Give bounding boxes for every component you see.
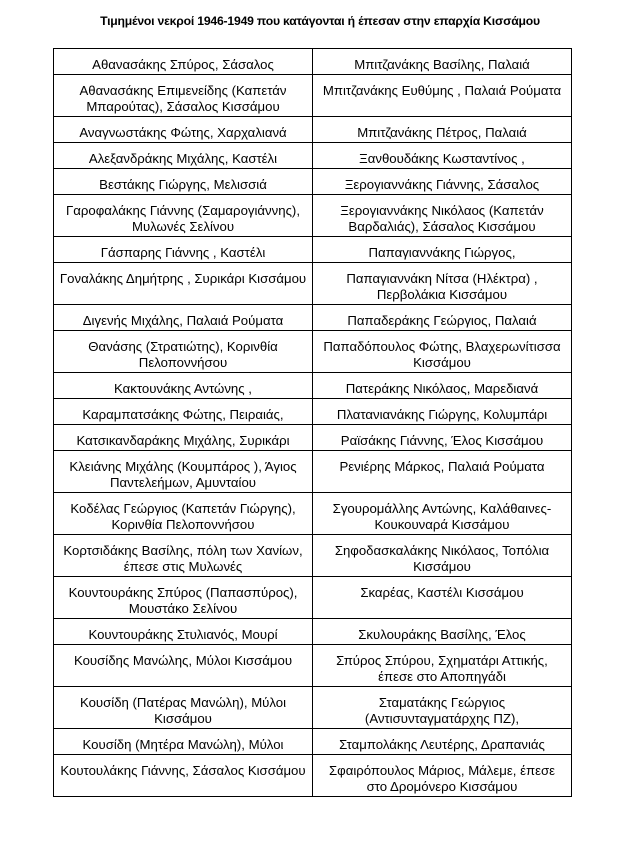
table-row xyxy=(54,729,572,755)
cell-name-left: Κουτουλάκης Γιάννης, Σάσαλος Κισσάμου xyxy=(54,755,313,797)
cell-name-left: Θανάσης (Στρατιώτης), Κορινθία Πελοποννήσου xyxy=(54,331,313,373)
cell-name-left: Καραμπατσάκης Φώτης, Πειραιάς, xyxy=(54,399,313,425)
cell-name-right: Παπαδόπουλος Φώτης, Βλαχερωνίτισσα Κισσάμου xyxy=(313,331,572,373)
cell-name-right: Παπαδεράκης Γεώργιος, Παλαιά xyxy=(313,305,572,331)
table-row xyxy=(54,425,572,451)
cell-name-right: Σταμπολάκης Λευτέρης, Δραπανιάς xyxy=(313,729,572,755)
cell-name-left: Γοναλάκης Δημήτρης , Συρικάρι Κισσάμου xyxy=(54,263,313,305)
cell-name-right: Σπύρος Σπύρου, Σχηματάρι Αττικής, έπεσε στο Αποπηγάδι xyxy=(313,645,572,687)
cell-name-right: Ρενιέρης Μάρκος, Παλαιά Ρούματα xyxy=(313,451,572,493)
cell-name-left: Αθανασάκης Επιμενείδης (Καπετάν Μπαρούτας), Σάσαλος Κισσάμου xyxy=(54,75,313,117)
page-title: Τιμημένοι νεκροί 1946-1949 που κατάγονται ή έπεσαν στην επαρχία Κισσάμου xyxy=(100,14,540,28)
cell-name-right: Παπαγιαννάκη Νίτσα (Ηλέκτρα) , Περβολάκια Κισσάμου xyxy=(313,263,572,305)
cell-name-left: Κοδέλας Γεώργιος (Καπετάν Γιώργης), Κορινθία Πελοποννήσου xyxy=(54,493,313,535)
cell-name-right: Σηφοδασκαλάκης Νικόλαος, Τοπόλια Κισσάμου xyxy=(313,535,572,577)
table-row xyxy=(54,373,572,399)
cell-name-right: Σκαρέας, Καστέλι Κισσάμου xyxy=(313,577,572,619)
cell-name-right: Ξερογιαννάκης Γιάννης, Σάσαλος xyxy=(313,169,572,195)
table-row xyxy=(54,49,572,75)
cell-name-left: Κορτσιδάκης Βασίλης, πόλη των Χανίων, έπεσε στις Μυλωνές xyxy=(54,535,313,577)
cell-name-left: Γαροφαλάκης Γιάννης (Σαμαρογιάννης), Μυλωνές Σελίνου xyxy=(54,195,313,237)
cell-name-right: Ξανθουδάκης Κωσταντίνος , xyxy=(313,143,572,169)
cell-name-right: Σφαιρόπουλος Μάριος, Μάλεμε, έπεσε στο Δρομόνερο Κισσάμου xyxy=(313,755,572,797)
cell-name-right: Παπαγιαννάκης Γιώργος, xyxy=(313,237,572,263)
cell-name-left: Διγενής Μιχάλης, Παλαιά Ρούματα xyxy=(54,305,313,331)
table-row xyxy=(54,305,572,331)
table-row xyxy=(54,195,572,237)
table-row xyxy=(54,237,572,263)
cell-name-left: Αθανασάκης Σπύρος, Σάσαλος xyxy=(54,49,313,75)
cell-name-right: Σγουρομάλλης Αντώνης, Καλάθαινες-Κουκουναρά Κισσάμου xyxy=(313,493,572,535)
cell-name-right: Μπιτζανάκης Πέτρος, Παλαιά xyxy=(313,117,572,143)
cell-name-left: Αναγνωστάκης Φώτης, Χαρχαλιανά xyxy=(54,117,313,143)
table-row xyxy=(54,687,572,729)
cell-name-left: Αλεξανδράκης Μιχάλης, Καστέλι xyxy=(54,143,313,169)
table-row xyxy=(54,755,572,797)
cell-name-left: Κουντουράκης Στυλιανός, Μουρί xyxy=(54,619,313,645)
cell-name-right: Ραϊσάκης Γιάννης, Έλος Κισσάμου xyxy=(313,425,572,451)
cell-name-right: Ξερογιαννάκης Νικόλαος (Καπετάν Βαρδαλιάς), Σάσαλος Κισσάμου xyxy=(313,195,572,237)
memorial-table xyxy=(53,48,572,797)
cell-name-left: Κουσίδης Μανώλης, Μύλοι Κισσάμου xyxy=(54,645,313,687)
table-row xyxy=(54,399,572,425)
table-row xyxy=(54,75,572,117)
table-row xyxy=(54,493,572,535)
table-row xyxy=(54,645,572,687)
table-row xyxy=(54,143,572,169)
table-body xyxy=(54,49,572,797)
cell-name-left: Κουντουράκης Σπύρος (Παπασπύρος), Μουστάκο Σελίνου xyxy=(54,577,313,619)
cell-name-left: Κακτουνάκης Αντώνης , xyxy=(54,373,313,399)
cell-name-left: Κατσικανδαράκης Μιχάλης, Συρικάρι xyxy=(54,425,313,451)
cell-name-right: Πλατανιανάκης Γιώργης, Κολυμπάρι xyxy=(313,399,572,425)
table-row xyxy=(54,117,572,143)
table-row xyxy=(54,535,572,577)
cell-name-left: Βεστάκης Γιώργης, Μελισσιά xyxy=(54,169,313,195)
cell-name-right: Μπιτζανάκης Βασίλης, Παλαιά xyxy=(313,49,572,75)
cell-name-right: Μπιτζανάκης Ευθύμης , Παλαιά Ρούματα xyxy=(313,75,572,117)
cell-name-left: Γάσπαρης Γιάννης , Καστέλι xyxy=(54,237,313,263)
table-row xyxy=(54,577,572,619)
table-row xyxy=(54,331,572,373)
cell-name-left: Κουσίδη (Μητέρα Μανώλη), Μύλοι xyxy=(54,729,313,755)
cell-name-left: Κλειάνης Μιχάλης (Κουμπάρος ), Άγιος Παντελεήμων, Αμυνταίου xyxy=(54,451,313,493)
table-row xyxy=(54,169,572,195)
table-row xyxy=(54,619,572,645)
cell-name-right: Σκυλουράκης Βασίλης, Έλος xyxy=(313,619,572,645)
cell-name-right: Πατεράκης Νικόλαος, Μαρεδιανά xyxy=(313,373,572,399)
cell-name-left: Κουσίδη (Πατέρας Μανώλη), Μύλοι Κισσάμου xyxy=(54,687,313,729)
cell-name-right: Σταματάκης Γεώργιος (Αντισυνταγματάρχης ΠΖ), xyxy=(313,687,572,729)
table-row xyxy=(54,451,572,493)
table-row xyxy=(54,263,572,305)
